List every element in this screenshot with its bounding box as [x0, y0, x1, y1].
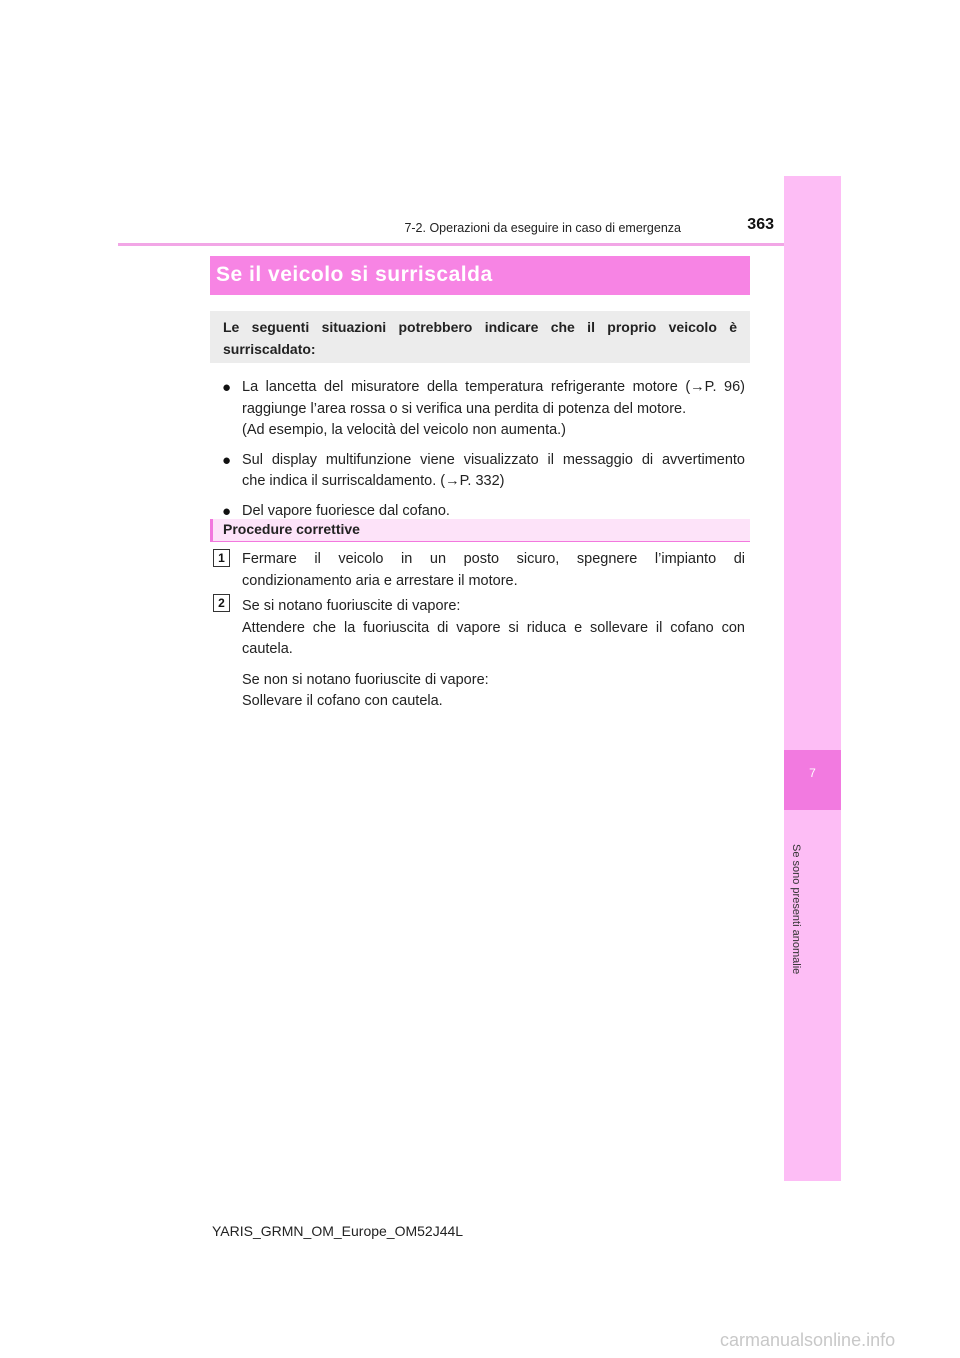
step-line: condizionamento aria e arrestare il motore.	[242, 572, 518, 589]
page-number: 363	[747, 216, 774, 233]
bullet-list	[222, 377, 745, 530]
step-line: Se si notano fuoriuscite di vapore:	[242, 598, 461, 614]
chapter-label: Se sono presenti anomalie	[790, 844, 802, 975]
bullet-line: ● Del vapore fuoriesce dal cofano.	[242, 502, 450, 519]
section-title: 7-2. Operazioni da eseguire in caso di emergenza	[404, 221, 681, 235]
chapter-tab	[784, 750, 841, 810]
intro-text: Le seguenti situazioni potrebbero indicare che il proprio veicolo è surriscaldato:	[223, 319, 737, 357]
step-line: cautela.	[242, 641, 293, 657]
procedure-heading: Procedure correttive	[223, 521, 360, 537]
step-number-badge: 1	[213, 549, 230, 567]
paragraph-gap	[242, 661, 745, 670]
document-code: YARIS_GRMN_OM_Europe_OM52J44L	[212, 1223, 464, 1239]
bullet-line: che indica il surriscaldamento. (→P. 332)	[242, 473, 505, 489]
step-line: Fermare il veicolo in un posto sicuro, spegnere l’impianto di	[242, 551, 745, 567]
step-text	[242, 596, 745, 713]
bullet-line: (Ad esempio, la velocità del veicolo non aumenta.)	[242, 422, 567, 438]
step-line: Se non si notano fuoriuscite di vapore:	[242, 671, 489, 688]
watermark: carmanualsonline.info	[720, 1330, 896, 1350]
chapter-sidebar	[784, 176, 841, 1181]
page-title: Se il veicolo si surriscalda	[216, 263, 493, 286]
bullet-line: raggiunge l’area rossa o si verifica una perdita di potenza del motore.	[242, 400, 687, 417]
bullet-line: ● Sul display multifunzione viene visualizzato il messaggio di avvertimento	[242, 451, 745, 468]
chapter-number: 7	[809, 766, 816, 780]
step-line: Sollevare il cofano con cautela.	[242, 693, 443, 709]
step-number-badge: 2	[213, 594, 230, 612]
step-text	[242, 549, 745, 592]
bullet-line: ● La lancetta del misuratore della temperatura refrigerante motore (→P. 96)	[242, 379, 745, 395]
step-line: Attendere che la fuoriuscita di vapore si riduca e sollevare il cofano con	[242, 619, 745, 636]
procedure-heading-rule	[210, 541, 750, 542]
bullet-item-temperature	[222, 377, 745, 442]
bullet-item-display	[222, 450, 745, 493]
header-rule	[118, 243, 840, 246]
